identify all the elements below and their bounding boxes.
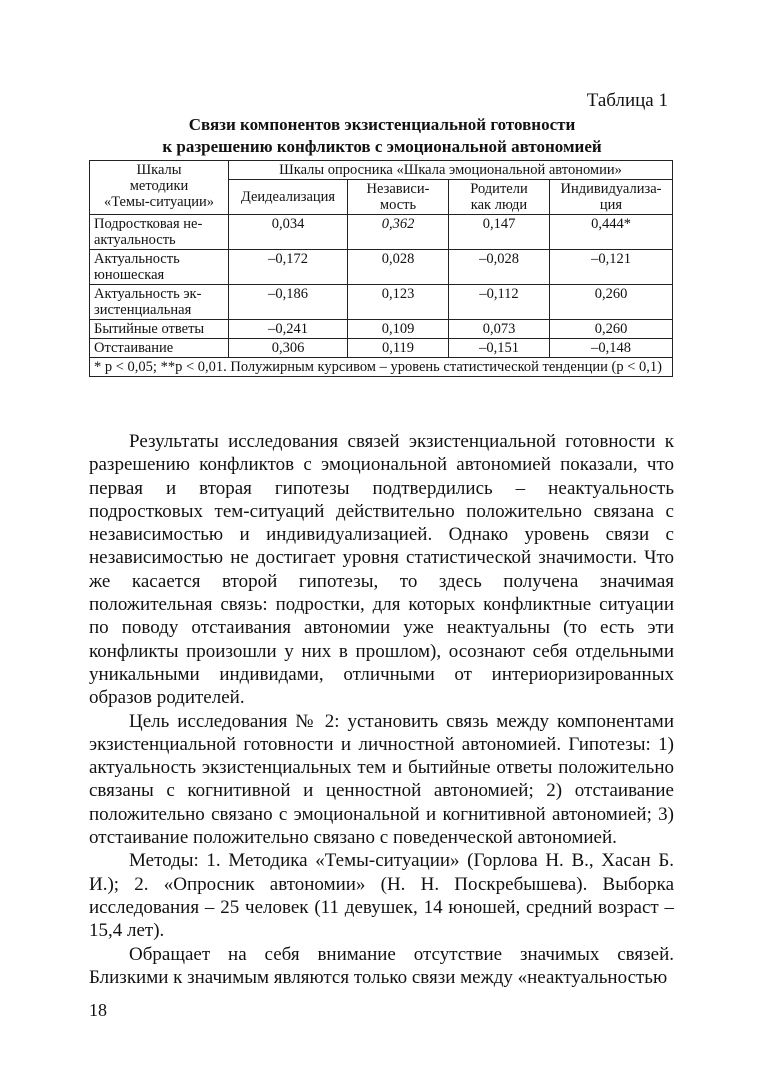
row-label — [90, 339, 229, 358]
table-cell: 0,119 — [348, 339, 449, 358]
table-cell: 0,147 — [449, 215, 550, 250]
table-row — [90, 250, 673, 285]
header-line: как люди — [470, 197, 528, 213]
label-line: юношеская — [94, 267, 165, 283]
body-text — [89, 430, 674, 989]
label-line: Бытийные ответы — [94, 321, 205, 337]
table-cell: 0,260 — [550, 285, 673, 320]
table-cell: 0,034 — [229, 215, 348, 250]
table-cell: 0,073 — [449, 320, 550, 339]
table-number: Таблица 1 — [586, 90, 668, 111]
table-cell: –0,148 — [550, 339, 673, 358]
table-cell: –0,028 — [449, 250, 550, 285]
table-cell: –0,121 — [550, 250, 673, 285]
label-line: Актуальность — [94, 251, 180, 267]
table-cell: –0,151 — [449, 339, 550, 358]
row-label — [90, 250, 229, 285]
header-line: методики — [129, 178, 189, 194]
questionnaire-scales-header: Шкалы опросника «Шкала эмоциональной автономии» — [229, 161, 673, 180]
label-line: Отстаивание — [94, 340, 174, 356]
column-header-individuation — [550, 180, 673, 215]
label-line: актуальность — [94, 232, 176, 248]
table-row — [90, 215, 673, 250]
table-cell-trend: 0,362 — [348, 215, 449, 250]
table-row — [90, 339, 673, 358]
method-scales-header — [90, 161, 229, 215]
table-row — [90, 285, 673, 320]
paragraph: Методы: 1. Методика «Темы-ситуации» (Горлова Н. В., Хасан Б. И.); 2. «Опросник автономии» (Н. Н. Поскребышева). Выборка исследования – 25 человек (11 девушек, 14 юношей, средний возраст – 15,4 лет). — [89, 850, 674, 942]
column-header-parents-as-people — [449, 180, 550, 215]
table-cell: 0,444* — [550, 215, 673, 250]
header-line: ция — [599, 197, 623, 213]
row-label — [90, 320, 229, 339]
table-title — [92, 114, 672, 158]
column-header-deidealization — [229, 180, 348, 215]
table-cell: –0,112 — [449, 285, 550, 320]
row-label — [90, 285, 229, 320]
table-cell: 0,123 — [348, 285, 449, 320]
paragraph: Обращает на себя внимание отсутствие значимых связей. Близкими к значимым являются только связи между «неактуальностью — [89, 943, 674, 988]
table-header-row — [90, 161, 673, 180]
table-cell: –0,241 — [229, 320, 348, 339]
table-cell: 0,306 — [229, 339, 348, 358]
header-line: Независи- — [366, 181, 430, 197]
column-header-independence — [348, 180, 449, 215]
header-line: «Темы-ситуации» — [103, 194, 215, 210]
label-line: зистенциальная — [94, 302, 192, 318]
header-line: мость — [379, 197, 417, 213]
table-title-line: Связи компонентов экзистенциальной готовности — [188, 115, 576, 134]
table-row — [90, 320, 673, 339]
header-line: Шкалы — [136, 162, 182, 178]
header-line: Индивидуализа- — [560, 181, 662, 197]
header-line: Деидеализация — [240, 189, 336, 205]
table-cell: 0,109 — [348, 320, 449, 339]
page-number: 18 — [89, 1000, 107, 1020]
table-footnote: * p < 0,05; **p < 0,01. Полужирным курсивом – уровень статистической тенденции (p < 0,1) — [90, 358, 673, 377]
label-line: Подростковая не- — [94, 216, 203, 232]
table-cell: 0,028 — [348, 250, 449, 285]
table-cell: –0,186 — [229, 285, 348, 320]
label-line: Актуальность эк- — [94, 286, 202, 302]
paragraph: Цель исследования № 2: установить связь между компонентами экзистенциальной готовности и личностной автономией. Гипотезы: 1) актуальность экзистенциальных тем и бытийные ответы положительно связаны с когнитивной и ценностной автономией; 2) отстаивание положительно связано с эмоциональной и когнитивной автономией; 3) отстаивание положительно связано с поведенческой автономией. — [89, 710, 674, 849]
correlation-table — [89, 160, 673, 377]
header-line: Родители — [470, 181, 528, 197]
row-label — [90, 215, 229, 250]
table-title-line: к разрешению конфликтов с эмоциональной автономией — [162, 137, 602, 156]
paragraph: Результаты исследования связей экзистенциальной готовности к разрешению конфликтов с эмоциональной автономией показали, что первая и вторая гипотезы подтвердились – неактуальность подростковых тем-ситуаций действительно положительно связана с независимостью и индивидуализацией. Однако уровень связи с независимостью не достигает уровня статистической значимости. Что же касается второй гипотезы, то здесь получена значимая положительная связь: подростки, для которых конфликтные ситуации по поводу отстаивания автономии уже неактуальны (то есть эти конфликты произошли у них в прошлом), осознают себя отдельными уникальными индивидами, отличными от интериоризированных образов родителей. — [89, 431, 674, 709]
table-cell: –0,172 — [229, 250, 348, 285]
table-note-row — [90, 358, 673, 377]
table-cell: 0,260 — [550, 320, 673, 339]
